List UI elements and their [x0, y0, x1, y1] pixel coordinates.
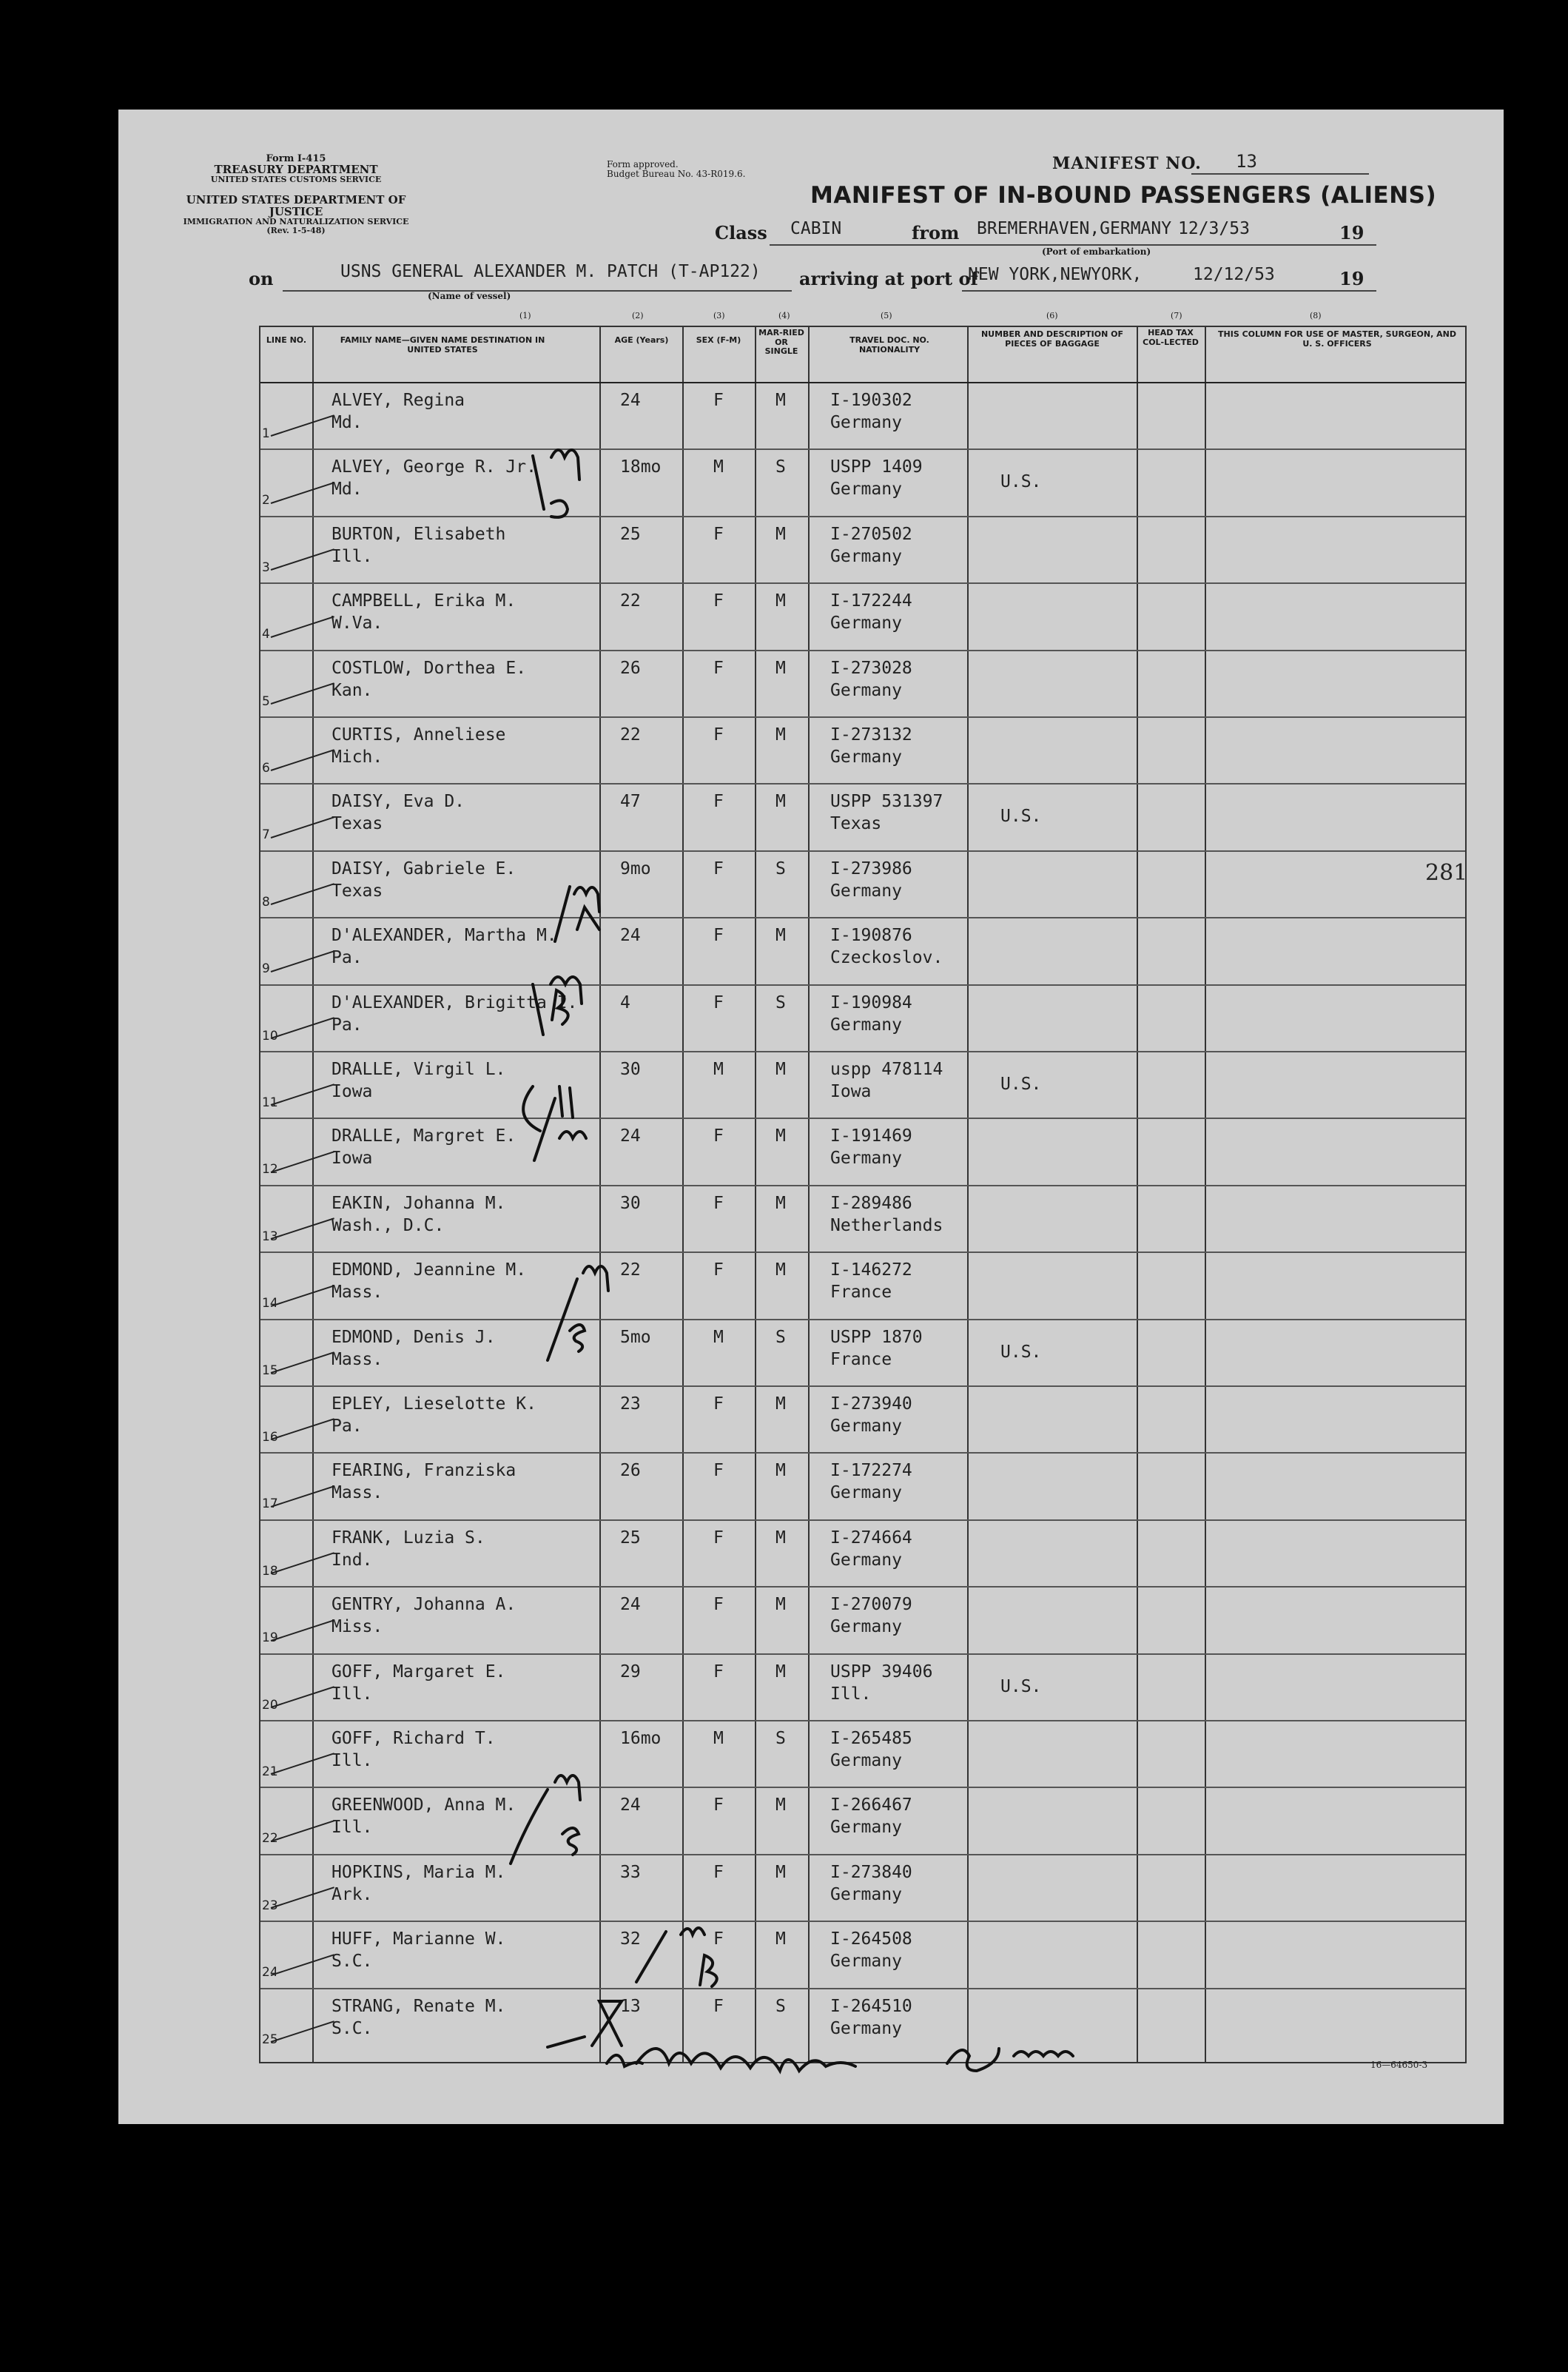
row-doc: I-289486	[830, 1193, 912, 1213]
col-number: (5)	[881, 311, 892, 320]
row-nat: France	[830, 1283, 892, 1303]
row-ms: S	[775, 859, 786, 878]
initial-mark	[570, 1325, 585, 1351]
signature	[1014, 2052, 1073, 2056]
line-number: 11	[262, 1095, 278, 1110]
embarkation-date: 12/3/53	[1178, 219, 1250, 238]
row-doc: I-264508	[830, 1929, 912, 1949]
initial-mark	[700, 1955, 717, 1986]
row-sex: F	[713, 1528, 724, 1548]
row-doc: I-273840	[830, 1862, 912, 1882]
row-ms: S	[775, 1996, 786, 2016]
row-sex: F	[713, 1394, 724, 1414]
row-name: ALVEY, Regina	[332, 391, 465, 410]
row-bag: U.S.	[1000, 807, 1042, 827]
row-sex: F	[713, 591, 724, 611]
arrival-date: 12/12/53	[1193, 265, 1275, 284]
header-name: FAMILY NAME—GIVEN NAME DESTINATION IN UNITED STATES	[340, 335, 545, 355]
row-doc: I-172274	[830, 1461, 912, 1481]
row-nat: Germany	[830, 1751, 902, 1770]
row-ms: S	[775, 1729, 786, 1748]
row-age: 26	[620, 1461, 641, 1481]
row-nat: Germany	[830, 1884, 902, 1904]
row-name: FRANK, Luzia S.	[332, 1528, 485, 1548]
initial-mark	[592, 2001, 622, 2046]
row-name: EDMOND, Jeannine M.	[332, 1260, 527, 1280]
row-doc: USPP 531397	[830, 792, 943, 812]
row-age: 22	[620, 1260, 641, 1280]
year-suffix-2: 19	[1339, 268, 1365, 289]
row-dest: Md.	[332, 413, 363, 432]
row-ms: M	[775, 1193, 786, 1213]
row-nat: Ill.	[830, 1684, 872, 1704]
row-age: 26	[620, 658, 641, 678]
row-ms: M	[775, 1795, 786, 1815]
check-mark	[533, 456, 544, 509]
initial-mark	[559, 1132, 586, 1138]
row-bag: U.S.	[1000, 1075, 1042, 1094]
row-doc: USPP 1409	[830, 457, 923, 477]
vessel-caption: (Name of vessel)	[428, 291, 511, 301]
row-dest: Ill.	[332, 1751, 373, 1770]
row-ms: M	[775, 658, 786, 678]
initial-mark	[583, 1266, 608, 1291]
initial-mark	[681, 1928, 704, 1935]
row-age: 24	[620, 1595, 641, 1615]
row-sex: F	[713, 524, 724, 544]
row-doc: I-266467	[830, 1795, 912, 1815]
row-age: 32	[620, 1929, 641, 1949]
row-age: 25	[620, 524, 641, 544]
row-doc: USPP 1870	[830, 1327, 923, 1347]
row-dest: Mich.	[332, 747, 383, 767]
row-nat: Czeckoslov.	[830, 948, 943, 968]
line-number: 10	[262, 1028, 278, 1044]
row-dest: Texas	[332, 881, 383, 901]
row-ms: M	[775, 1595, 786, 1615]
row-nat: Germany	[830, 1952, 902, 1972]
row-dest: Pa.	[332, 1417, 363, 1436]
row-name: D'ALEXANDER, Brigitta I.	[332, 992, 578, 1012]
class-label: Class	[715, 222, 767, 243]
row-ms: M	[775, 1929, 786, 1949]
row-sex: F	[713, 1260, 724, 1280]
row-age: 24	[620, 391, 641, 410]
row-ms: M	[775, 1394, 786, 1414]
row-doc: I-270079	[830, 1595, 912, 1615]
row-name: DRALLE, Margret E.	[332, 1126, 517, 1146]
row-name: DAISY, Gabriele E.	[332, 859, 517, 878]
handwritten-marks	[118, 110, 1504, 2124]
line-number: 4	[262, 627, 270, 642]
line-number: 8	[262, 894, 270, 910]
row-dest: Texas	[332, 814, 383, 834]
line-number: 16	[262, 1430, 278, 1445]
initial-mark	[577, 907, 599, 930]
row-doc: I-146272	[830, 1260, 912, 1280]
line-number: 23	[262, 1898, 278, 1913]
row-dest: Mass.	[332, 1283, 383, 1303]
row-dest: Ark.	[332, 1884, 373, 1904]
row-age: 29	[620, 1662, 641, 1681]
initial-mark	[562, 1828, 579, 1855]
row-doc: I-191469	[830, 1126, 912, 1146]
row-ms: S	[775, 1327, 786, 1347]
line-number: 2	[262, 493, 270, 508]
class-value: CABIN	[790, 219, 842, 238]
line-number: 17	[262, 1496, 278, 1512]
row-name: ALVEY, George R. Jr.	[332, 457, 536, 477]
row-doc: I-273132	[830, 725, 912, 745]
row-age: 30	[620, 1193, 641, 1213]
row-ms: M	[775, 524, 786, 544]
row-doc: I-172244	[830, 591, 912, 611]
line-number: 1	[262, 426, 270, 441]
manifest-sheet	[118, 110, 1504, 2124]
row-name: D'ALEXANDER, Martha M.	[332, 926, 557, 946]
row-age: 23	[620, 1394, 641, 1414]
row-dest: Wash., D.C.	[332, 1215, 445, 1235]
initial-mark	[523, 1086, 540, 1131]
row-doc: I-190984	[830, 992, 912, 1012]
check-mark	[533, 984, 543, 1035]
row-age: 9mo	[620, 859, 651, 878]
col-number: (7)	[1171, 311, 1182, 320]
port-of-embarkation: BREMERHAVEN,GERMANY	[977, 219, 1172, 238]
row-nat: Netherlands	[830, 1215, 943, 1235]
revision-label: (Rev. 1-5-48)	[266, 225, 326, 235]
row-age: 18mo	[620, 457, 662, 477]
row-nat: Germany	[830, 680, 902, 700]
line-number: 19	[262, 1630, 278, 1646]
line-number: 24	[262, 1965, 278, 1980]
header-travel-doc: TRAVEL DOC. NO. NATIONALITY	[849, 335, 929, 355]
line-number: 21	[262, 1764, 278, 1779]
row-ms: M	[775, 1126, 786, 1146]
row-age: 24	[620, 1795, 641, 1815]
row-age: 5mo	[620, 1327, 651, 1347]
row-name: COSTLOW, Dorthea E.	[332, 658, 527, 678]
row-dest: Mass.	[332, 1483, 383, 1503]
officer-annotation-number: 281	[1425, 860, 1468, 886]
check-mark	[548, 1279, 577, 1360]
approval-label: Form approved.	[607, 159, 679, 169]
manifest-no-value: 13	[1236, 151, 1257, 172]
row-sex: F	[713, 1126, 724, 1146]
row-ms: M	[775, 926, 786, 946]
on-label: on	[249, 268, 274, 289]
initial-mark	[555, 1775, 580, 1800]
initial-mark	[551, 450, 579, 480]
row-sex: F	[713, 1795, 724, 1815]
row-nat: Germany	[830, 614, 902, 634]
row-ms: M	[775, 725, 786, 745]
row-dest: Ill.	[332, 1818, 373, 1838]
row-sex: F	[713, 1996, 724, 2016]
row-ms: M	[775, 1662, 786, 1681]
row-doc: I-273986	[830, 859, 912, 878]
row-name: HOPKINS, Maria M.	[332, 1862, 506, 1882]
row-name: DAISY, Eva D.	[332, 792, 465, 812]
port-embarkation-caption: (Port of embarkation)	[1042, 246, 1151, 257]
row-name: FEARING, Franziska	[332, 1461, 517, 1481]
header-officers-column: THIS COLUMN FOR USE OF MASTER, SURGEON, AND U. S. OFFICERS	[1218, 329, 1456, 349]
row-sex: F	[713, 992, 724, 1012]
line-number: 14	[262, 1296, 278, 1311]
row-sex: F	[713, 859, 724, 878]
row-age: 24	[620, 1126, 641, 1146]
line-number: 15	[262, 1363, 278, 1378]
row-sex: F	[713, 1662, 724, 1681]
row-doc: uspp 478114	[830, 1060, 943, 1079]
row-nat: Germany	[830, 747, 902, 767]
row-doc: I-265485	[830, 1729, 912, 1748]
row-bag: U.S.	[1000, 472, 1042, 492]
row-name: BURTON, Elisabeth	[332, 524, 506, 544]
row-doc: I-273028	[830, 658, 912, 678]
row-name: GOFF, Margaret E.	[332, 1662, 506, 1681]
col-number: (8)	[1310, 311, 1322, 320]
row-nat: Germany	[830, 546, 902, 566]
row-dest: Md.	[332, 480, 363, 500]
row-sex: F	[713, 725, 724, 745]
row-nat: Germany	[830, 1483, 902, 1503]
check-mark	[555, 887, 570, 941]
line-number: 20	[262, 1697, 278, 1713]
initial-mark	[552, 990, 568, 1024]
line-number: 25	[262, 2032, 278, 2047]
row-name: GOFF, Richard T.	[332, 1729, 496, 1748]
row-bag: U.S.	[1000, 1676, 1042, 1696]
row-age: 47	[620, 792, 641, 812]
row-sex: F	[713, 1595, 724, 1615]
row-name: STRANG, Renate M.	[332, 1996, 506, 2016]
justice-label: UNITED STATES DEPARTMENT OF JUSTICE	[186, 192, 406, 218]
header-age: AGE (Years)	[614, 335, 669, 345]
row-sex: F	[713, 658, 724, 678]
row-sex: F	[713, 1461, 724, 1481]
manifest-title: MANIFEST OF IN-BOUND PASSENGERS (ALIENS)	[810, 182, 1437, 209]
row-nat: Germany	[830, 1550, 902, 1570]
row-age: 25	[620, 1528, 641, 1548]
header-sex: SEX (F-M)	[696, 335, 741, 345]
col-number: (1)	[519, 311, 531, 320]
initial-mark	[551, 500, 568, 517]
line-number: 7	[262, 827, 270, 843]
row-dest: Kan.	[332, 680, 373, 700]
row-ms: M	[775, 1528, 786, 1548]
row-dest: Pa.	[332, 948, 363, 968]
ins-label: IMMIGRATION AND NATURALIZATION SERVICE	[183, 217, 409, 227]
col-number: (2)	[632, 311, 644, 320]
row-nat: Germany	[830, 480, 902, 500]
row-dest: Pa.	[332, 1015, 363, 1035]
line-number: 13	[262, 1229, 278, 1244]
row-age: 33	[620, 1862, 641, 1882]
row-sex: M	[713, 1060, 724, 1079]
check-mark	[548, 2037, 585, 2047]
row-name: EPLEY, Lieselotte K.	[332, 1394, 536, 1414]
col-number: (4)	[778, 311, 790, 320]
row-sex: M	[713, 457, 724, 477]
form-number: Form I-415	[266, 153, 326, 164]
row-doc: I-273940	[830, 1394, 912, 1414]
line-number: 22	[262, 1831, 278, 1847]
row-age: 13	[620, 1996, 641, 2016]
row-age: 4	[620, 992, 630, 1012]
row-name: EAKIN, Johanna M.	[332, 1193, 506, 1213]
row-nat: Germany	[830, 1015, 902, 1035]
line-number: 9	[262, 961, 270, 977]
line-number: 12	[262, 1162, 278, 1177]
row-age: 22	[620, 591, 641, 611]
row-doc: I-190876	[830, 926, 912, 946]
row-ms: M	[775, 1260, 786, 1280]
initial-mark	[559, 1086, 573, 1118]
row-nat: France	[830, 1349, 892, 1369]
arriving-label: arriving at port of	[799, 268, 978, 289]
row-dest: S.C.	[332, 2018, 373, 2038]
row-ms: M	[775, 1461, 786, 1481]
row-name: GENTRY, Johanna A.	[332, 1595, 517, 1615]
row-sex: F	[713, 391, 724, 410]
row-dest: Iowa	[332, 1149, 373, 1169]
header-head-tax: HEAD TAX COL-LECTED	[1143, 328, 1199, 347]
check-mark	[511, 1790, 548, 1864]
from-label: from	[912, 222, 960, 243]
header-baggage: NUMBER AND DESCRIPTION OF PIECES OF BAGGAGE	[980, 329, 1124, 349]
row-ms: M	[775, 792, 786, 812]
row-age: 16mo	[620, 1729, 662, 1748]
row-dest: Mass.	[332, 1349, 383, 1369]
row-nat: Germany	[830, 881, 902, 901]
row-name: GREENWOOD, Anna M.	[332, 1795, 517, 1815]
row-ms: M	[775, 1862, 786, 1882]
row-nat: Germany	[830, 1149, 902, 1169]
row-age: 24	[620, 926, 641, 946]
row-dest: Iowa	[332, 1082, 373, 1101]
row-doc: I-264510	[830, 1996, 912, 2016]
arrival-port: NEW YORK,NEWYORK,	[968, 265, 1143, 284]
row-nat: Germany	[830, 413, 902, 432]
row-dest: Miss.	[332, 1617, 383, 1637]
year-suffix: 19	[1339, 222, 1365, 243]
check-mark	[636, 1932, 666, 1982]
row-nat: Texas	[830, 814, 882, 834]
customs-label: UNITED STATES CUSTOMS SERVICE	[210, 175, 382, 185]
footer-code: 16—64650-3	[1370, 2060, 1428, 2070]
row-doc: I-190302	[830, 391, 912, 410]
row-sex: F	[713, 1862, 724, 1882]
budget-label: Budget Bureau No. 43-R019.6.	[607, 168, 746, 179]
row-sex: F	[713, 792, 724, 812]
line-number: 6	[262, 761, 270, 776]
row-ms: S	[775, 992, 786, 1012]
manifest-no-label: MANIFEST NO.	[1052, 154, 1202, 173]
row-age: 30	[620, 1060, 641, 1079]
row-name: CAMPBELL, Erika M.	[332, 591, 517, 611]
row-sex: F	[713, 1929, 724, 1949]
line-number: 3	[262, 560, 270, 575]
row-name: HUFF, Marianne W.	[332, 1929, 506, 1949]
col-number: (3)	[713, 311, 725, 320]
row-doc: I-270502	[830, 524, 912, 544]
row-name: EDMOND, Denis J.	[332, 1327, 496, 1347]
header-line-no: LINE NO.	[266, 335, 307, 345]
row-dest: Ill.	[332, 1684, 373, 1704]
line-number: 18	[262, 1563, 278, 1579]
row-nat: Germany	[830, 1617, 902, 1637]
row-nat: Iowa	[830, 1082, 872, 1101]
row-dest: S.C.	[332, 1952, 373, 1972]
row-sex: F	[713, 926, 724, 946]
row-ms: M	[775, 1060, 786, 1079]
row-nat: Germany	[830, 1818, 902, 1838]
row-ms: M	[775, 391, 786, 410]
row-ms: S	[775, 457, 786, 477]
row-sex: M	[713, 1327, 724, 1347]
header-married: MAR-RIED OR SINGLE	[758, 328, 804, 357]
vessel-name: USNS GENERAL ALEXANDER M. PATCH (T-AP122)	[340, 262, 761, 281]
row-sex: F	[713, 1193, 724, 1213]
row-nat: Germany	[830, 1417, 902, 1436]
treasury-label: TREASURY DEPARTMENT	[214, 162, 378, 176]
row-bag: U.S.	[1000, 1342, 1042, 1362]
row-dest: W.Va.	[332, 614, 383, 634]
row-dest: Ill.	[332, 546, 373, 566]
row-name: DRALLE, Virgil L.	[332, 1060, 506, 1079]
row-ms: M	[775, 591, 786, 611]
row-doc: I-274664	[830, 1528, 912, 1548]
row-sex: M	[713, 1729, 724, 1748]
row-name: CURTIS, Anneliese	[332, 725, 506, 745]
col-number: (6)	[1046, 311, 1058, 320]
row-doc: USPP 39406	[830, 1662, 933, 1681]
signature	[947, 2049, 999, 2071]
signature	[636, 2049, 855, 2071]
row-nat: Germany	[830, 2018, 902, 2038]
row-dest: Ind.	[332, 1550, 373, 1570]
row-age: 22	[620, 725, 641, 745]
line-number: 5	[262, 693, 270, 709]
